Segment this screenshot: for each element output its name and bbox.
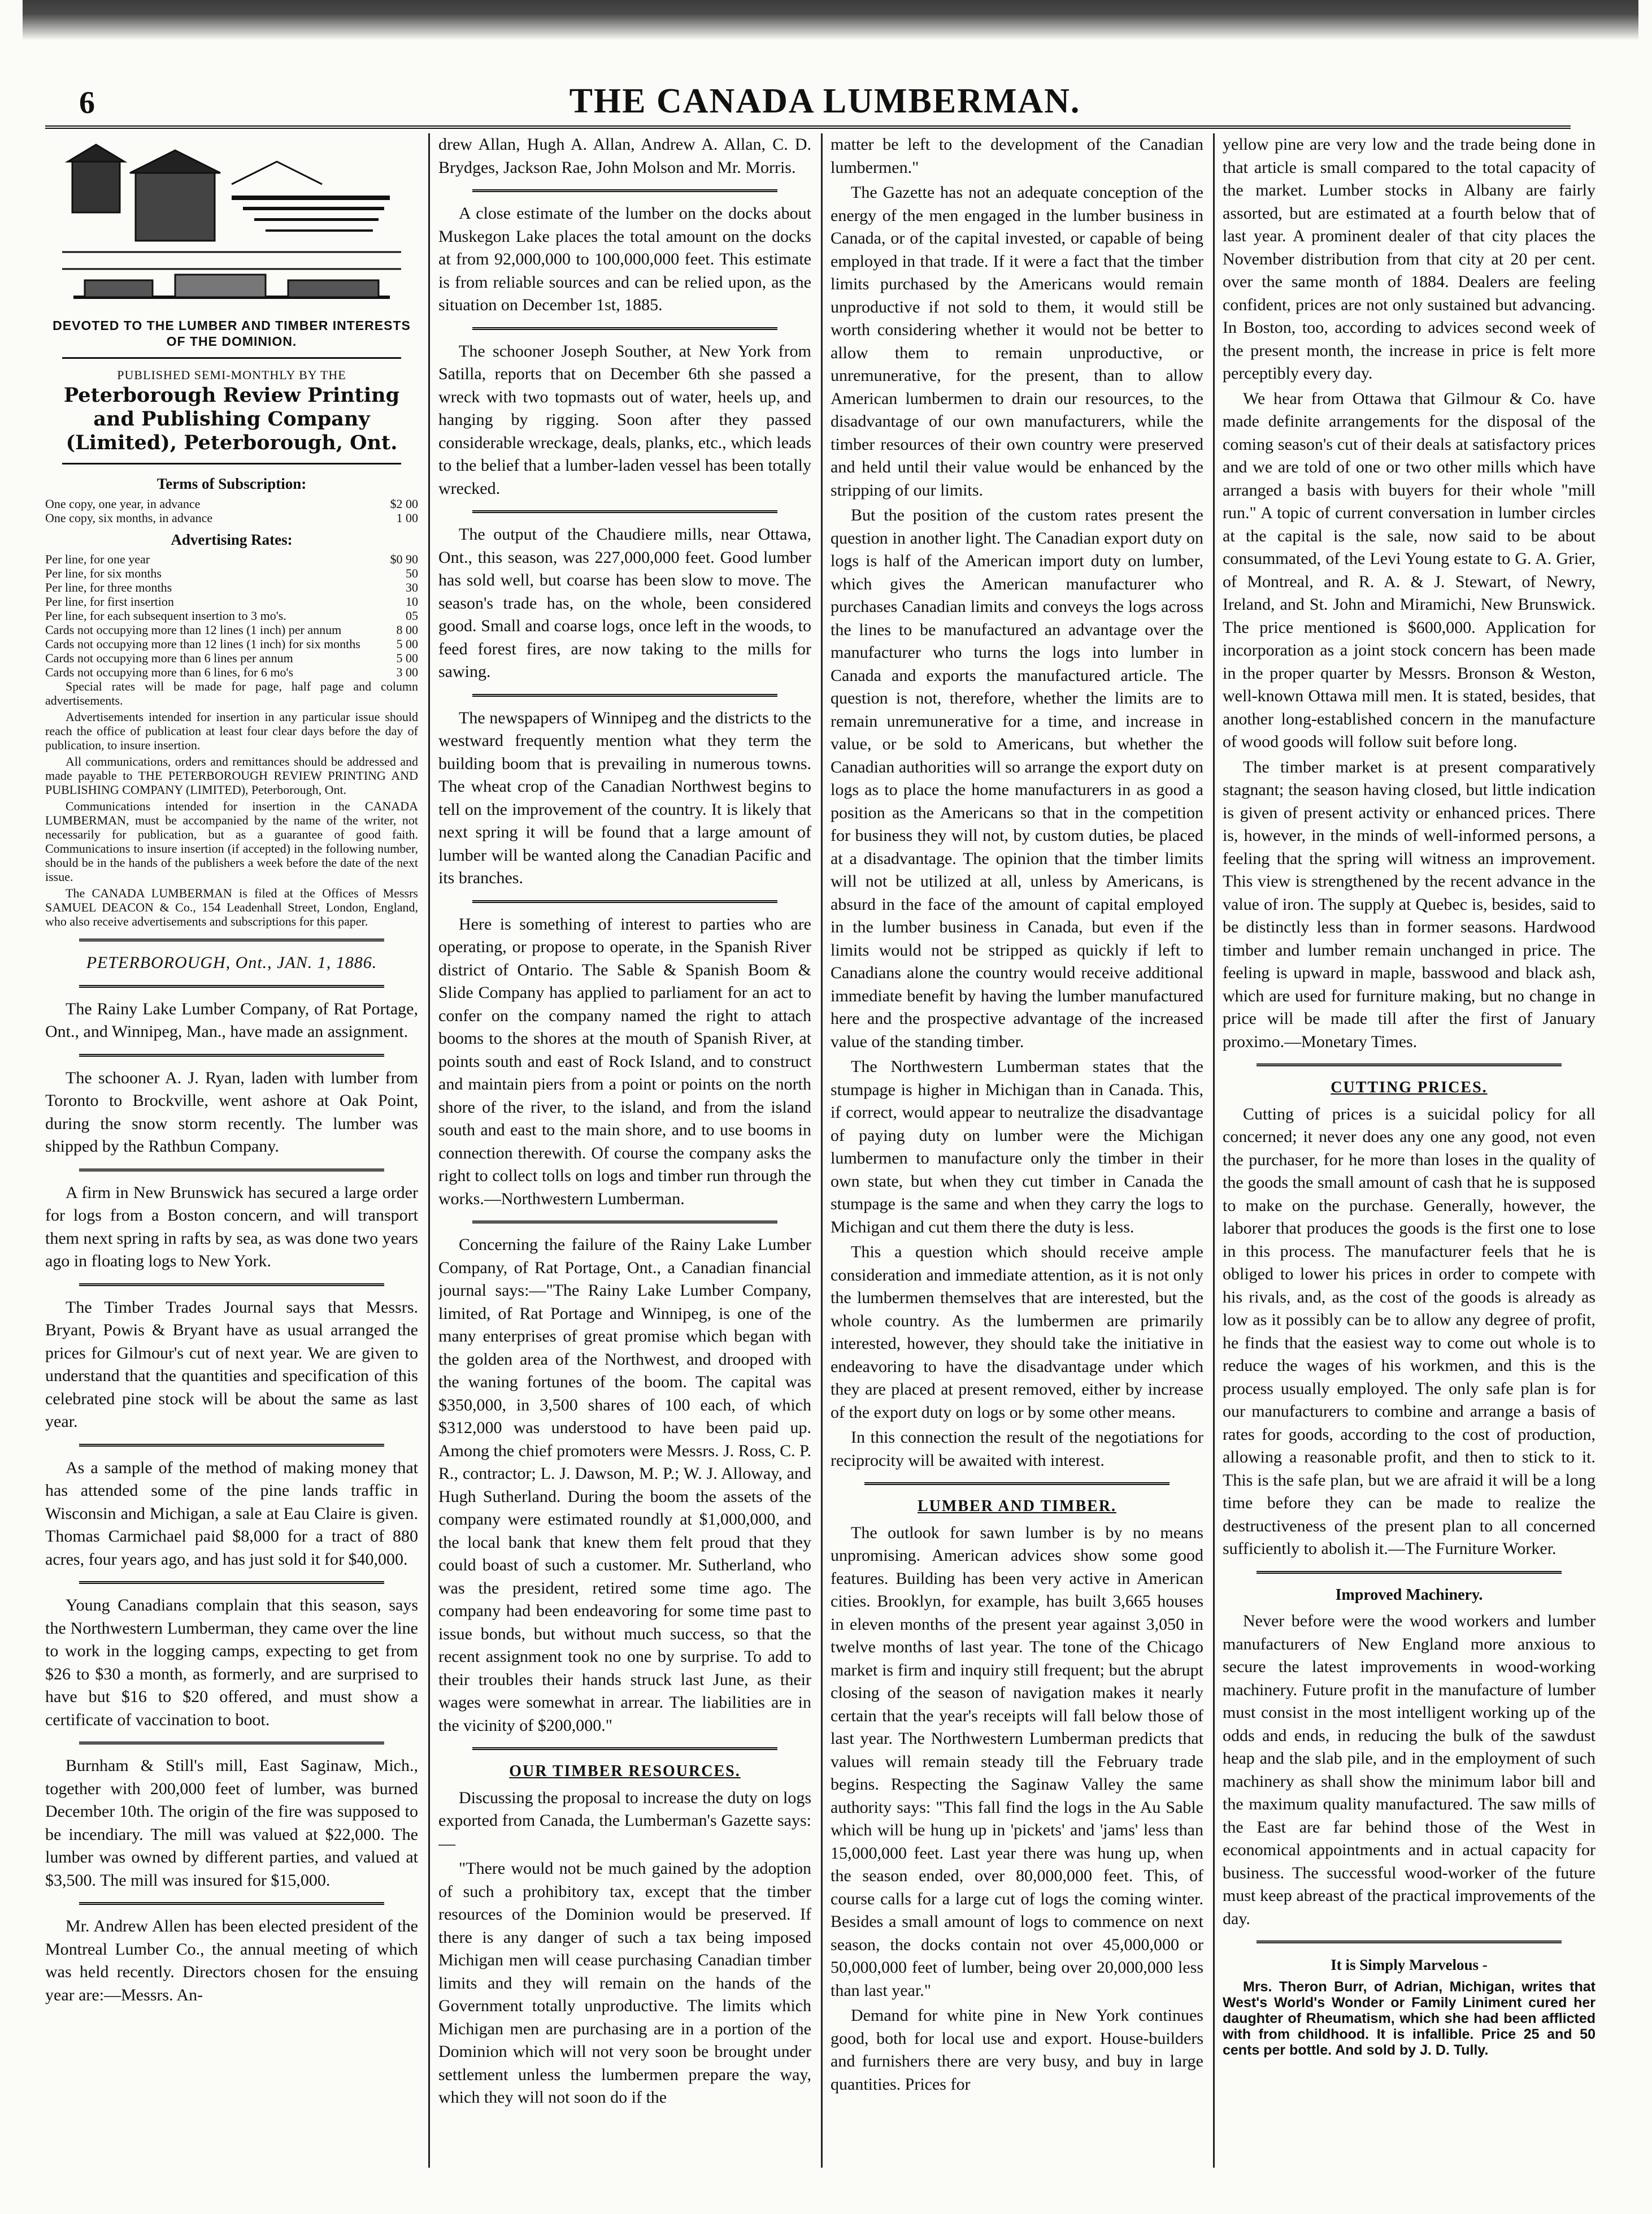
divider [79,1283,384,1286]
divider [472,1747,777,1750]
rate-row: Cards not occupying more than 12 lines (1 inch) per annum 8 00 [45,623,418,637]
column-4 [1223,133,1596,2168]
rate-row: Cards not occupying more than 6 lines per annum 5 00 [45,651,418,665]
article: Burnham & Still's mill, East Saginaw, Mich., together with 200,000 feet of lumber, was burned December 10th. The origin of the fire was supposed to be incendiary. The mill was valued at $22,000. The lumber was owned by different parties, and valued at $3,500. The mill was insured for $15,000. [45,1756,418,1890]
terms-heading: Terms of Subscription: [156,475,307,492]
divider [79,1902,384,1905]
article: The timber market is at present comparatively stagnant; the season having closed, but little indication is given of present activity or enhanced prices. There is, however, in the minds of well-informed persons, a feeling that the spring will witness an improvement. This view is strengthened by the recent advance in the value of iron. The supply at Quebec is, besides, said to be distinctly less than in former seasons. Hardwood timber and lumber remain unchanged in price. The feeling is upward in maple, basswood and black ash, which are used for furniture making, but no change in price will be made till after the first of January proximo.—Monetary Times. [1223,757,1596,1051]
section-heading: Improved Machinery. [1335,1586,1483,1604]
article: Here is something of interest to parties who are operating, or propose to operate, in the Spanish River district of Ontario. The Sable & Spanish Boom & Slide Company has applied to parliament for an act to confer on the company named the right to attach booms to the shores at the mouth of Spanish River, at points south and east of Rock Island, and to construct and maintain piers from a point or points on the north shore of the river, to the island, and from the island south and east to the main shore, and to use booms in connection therewith. Of course the company asks the right to collect tolls on logs and timber run through the works.—Northwestern Lumberman. [438,914,811,1208]
rate-row: Per line, for first insertion 10 [45,594,418,609]
advertisement-text: Mrs. Theron Burr, of Adrian, Michigan, writes that West's World's Wonder or Family Liniment cured her daughter of Rheumatism, which she had been afflicted with from childhood. It is infallible. Price 25 and 50 cents per bottle. And sold by J. D. Tully. [1223,1978,1596,2058]
article: As a sample of the method of making money that has attended some of the pine lands traffic in Wisconsin and Michigan, a sale at Eau Claire is given. Thomas Carmichael paid $8,000 for a tract of 880 acres, four years ago, and has just sold it for $40,000. [45,1458,418,1569]
article: In this connection the result of the negotiations for reciprocity will be awaited with interest. [831,1428,1203,1470]
section-heading: CUTTING PRICES. [1331,1079,1488,1096]
divider [62,357,401,359]
divider [79,1054,384,1057]
article: The Northwestern Lumberman states that the stumpage is higher in Michigan than in Canada. This, if correct, would appear to neutralize the disadvantage of paying duty on lumber were the Michigan lumbermen to manufacture only the timber in their own state, but when they cut timber in Canada the stumpage is the same and when they carry the logs to Michigan and cut them there the duty is less. [831,1057,1203,1236]
devoted-line: DEVOTED TO THE LUMBER AND TIMBER INTERESTS OF THE DOMINION. [53,318,411,349]
rate-row: Per line, for six months 50 [45,566,418,580]
divider [1257,1940,1562,1943]
rate-row: Per line, for three months 30 [45,580,418,594]
divider [79,1581,384,1584]
column-2 [438,133,811,2168]
article: Concerning the failure of the Rainy Lake Lumber Company, of Rat Portage, Ont., a Canadian financial journal says:—"The Rainy Lake Lumber Company, limited, of Rat Portage and Winnipeg, is one of the many enterprises of great promise which began with the golden area of the Northwest, and drooped with the waning fortunes of the boom. The capital was $350,000, in 3,500 shares of 100 each, of which $312,000 was understood to have been paid up. Among the chief promoters were Messrs. J. Ross, C. P. R., contractor; L. J. Dawson, M. P.; W. J. Alloway, and Hugh Sutherland. During the boom the assets of the company were estimated roundly at $1,000,000, and the local bank that knew them felt proud that they could boast of such a customer. Mr. Sutherland, who was the president, retired some time ago. The company had been endeavoring for some time past to issue bonds, but without much success, so that the recent assignment took no one by surprise. To add to their troubles their hands struck last June, as their wages were somewhat in arrear. The liabilities are in the vicinity of $200,000." [438,1235,811,1735]
article: The newspapers of Winnipeg and the districts to the westward frequently mention what they term the building boom that is prevailing in numerous towns. The wheat crop of the Canadian Northwest begins to tell on the improvement of the country. It is likely that next spring it will be found that a large amount of lumber will be wanted along the Canadian Pacific and its branches. [438,708,811,887]
article: The output of the Chaudiere mills, near Ottawa, Ont., this season, was 227,000,000 feet. Good lumber has sold well, but coarse has been slow to move. The season's trade has, on the whole, been considered good. Small and coarse logs, once left in the woods, to feed forest fires, are now taking to the mills for sawing. [438,525,811,681]
divider [79,985,384,988]
divider [79,1742,384,1744]
article: But the position of the custom rates present the question in another light. The Canadian export duty on logs is half of the American import duty on lumber, which gives the American manufacturer who purchases Canadian limits and conveys the logs across the lines to be manufactured an advantage over the manufacturer who turns the logs into lumber in Canada and exports the manufactured article. The question is not, therefore, whether the limits are to remain unremunerative for a time, and increase in value, or be sold to Americans, but whether the Canadian authorities will so arrange the export duty on logs as to place the home manufacturers in as good a position as the Americans so that in the competition for business they will not, by custom duties, be placed at a disadvantage. The opinion that the timber limits will not be utilized at all, unless by Americans, is absurd in the face of the amount of capital employed in the lumber business in Canada, but even if the limits would not be stripped as quickly if left to Canadians alone the country would receive additional immediate benefit by having the lumber manufactured here and the prospective advantage of the increased value of the standing timber. [831,506,1203,1051]
article: A firm in New Brunswick has secured a large order for logs from a Boston concern, and will transport them next spring in rafts by sea, as was done two years ago in floating logs to New York. [45,1183,418,1270]
article: This a question which should receive ample consideration and immediate attention, as it is not only the lumbermen themselves that are interested, but the whole country. As the lumbermen are primarily interested, however, they should take the initiative in endeavoring to have the disadvantage under which they are placed at present removed, either by increase of the export duty on logs or by some other means. [831,1243,1203,1422]
column-3 [831,133,1203,2168]
fine-print: Advertisements intended for insertion in any particular issue should reach the office of publication at least four clear days before the day of publication, to insure insertion. [45,710,418,752]
article: Never before were the wood workers and lumber manufacturers of New England more anxious to secure the latest improvements in wood-working machinery. Future profit in the manufacture of lumber must consist in the most intelligent working up of the odds and ends, in reducing the bulk of the sawdust heap and the slab pile, and in the employment of such machinery as shall show the minimum labor bill and the maximum quality manufactured. The saw mills of the East are far behind those of the West in economical appointments and in actual capacity for business. The successful wood-worker of the future must keep abreast of the practical improvements of the day. [1223,1612,1596,1928]
divider [79,939,384,941]
header-rule [45,125,1571,129]
masthead-illustration [62,139,401,314]
article: The schooner A. J. Ryan, laden with lumber from Toronto to Brockville, went ashore at Oak Point, during the snow storm recently. The lumber was shipped by the Rathbun Company. [45,1068,418,1156]
article: The schooner Joseph Souther, at New York from Satilla, reports that on December 6th she passed a wreck with two topmasts out of water, heels up, and hanging by rigging. Soon after they passed considerable wreckage, deals, planks, etc., which leads to the belief that a lumber-laden vessel has been totally wrecked. [438,341,811,498]
divider [472,1221,777,1223]
advertising-heading: Advertising Rates: [171,531,293,548]
article: The Timber Trades Journal says that Messrs. Bryant, Powis & Bryant have as usual arranged the prices for Gilmour's cut of next year. We are given to understand that the quantities and specification of this celebrated pine stock will be about the same as last year. [45,1297,418,1431]
column-divider [1213,133,1215,2168]
rate-row: One copy, one year, in advance $2 00 [45,496,418,511]
divider [472,900,777,903]
divider [472,327,777,330]
divider [472,510,777,513]
article: Young Canadians complain that this season, says the Northwestern Lumberman, they came over the line to work in the logging camps, expecting to get from $26 to $30 a month, as formerly, and are surprised to have but $16 to $20 offered, and must show a certificate of vaccination to boot. [45,1596,418,1729]
rate-row: Per line, for each subsequent insertion to 3 mo's. 05 [45,609,418,623]
column-1 [45,133,418,2168]
dateline: PETERBOROUGH, Ont., JAN. 1, 1886. [86,953,377,972]
page-header [79,79,1571,124]
lumber-mill-illustration [62,139,401,314]
masthead-title: THE CANADA LUMBERMAN. [569,82,1081,120]
rate-row: Cards not occupying more than 12 lines (1 inch) for six months 5 00 [45,637,418,651]
page-scan-edge [23,0,1638,40]
divider [1257,1571,1562,1574]
fine-print: All communications, orders and remittances should be addressed and made payable to THE PETERBOROUGH REVIEW PRINTING AND PUBLISHING COMPANY (LIMITED), Peterborough, Ont. [45,754,418,797]
article: The Rainy Lake Lumber Company, of Rat Portage, Ont., and Winnipeg, Man., have made an assignment. [45,999,418,1041]
divider [1257,1063,1562,1066]
fine-print: The CANADA LUMBERMAN is filed at the Offices of Messrs SAMUEL DEACON & Co., 154 Leadenhall Street, London, England, who also receive advertisements and subscriptions for this paper. [45,886,418,928]
article: matter be left to the development of the Canadian lumbermen." [831,135,1203,177]
terms-block [45,472,418,928]
article: The Gazette has not an adequate conception of the energy of the men engaged in the lumber business in Canada, or of the capital invested, or capable of being employed in that trade. If it were a fact that the timber limits purchased by the Americans would remain unproductive if not sold to them, it would still be worth considering whether it would not be better to allow them to remain unproductive, or unremunerative, for the present, than to allow American lumbermen to drain our resources, to the disadvantage of our own manufacturers, while the timber resources of their own country were preserved and held until their value would be enhanced by the stripping of our limits. [831,183,1203,500]
article: "There would not be much gained by the adoption of such a prohibitory tax, except that the timber resources of the Dominion would be preserved. If there is any danger of such a tax being imposed Michigan men will cease purchasing Canadian timber limits and they will remain on the hands of the Government totally unproductive. The limits which Michigan men are purchasing are in a portion of the Dominion which will not very soon be brought under settlement unless the lumbermen prepare the way, which they will not soon do if the [438,1859,811,2107]
divider [472,189,777,192]
article: Cutting of prices is a suicidal policy for all concerned; it never does any one any good, not even the purchaser, for he more than loses in the quality of the goods the small amount of cash that he is supposed to make on the purchase. Generally, however, the laborer that produces the goods is the first one to lose in this process. The manufacturer feels that he is obliged to lower his prices in order to compete with his rivals, and, as the cost of the goods is already as low as it possibly can be to allow any degree of profit, he finds that the easiest way to come out whole is to reduce the wages of his workmen, and this is the process usually employed. The only safe plan is for our manufacturers to combine and arrange a basis of rates for goods, according to the cost of production, allowing a reasonable profit, and then to stick to it. This is the safe plan, but we are afraid it will be a long time before they can be made to realize the destructiveness of the present plan to all concerned sufficiently to abolish it.—The Furniture Worker. [1223,1104,1596,1558]
published-line: PUBLISHED SEMI-MONTHLY BY THE [117,368,346,382]
rate-row: One copy, six months, in advance 1 00 [45,510,418,525]
publisher-name: Peterborough Review Printing and Publishing Company (Limited), Peterborough, Ont. [63,384,400,454]
advertisement-heading: It is Simply Marvelous - [1331,1956,1488,1973]
article: Demand for white pine in New York continues good, both for local use and export. House-builders and furnishers there are very busy, and buy in large quantities. Prices for [831,2006,1203,2094]
divider [62,463,401,464]
rate-row: Per line, for one year $0 90 [45,552,418,566]
section-heading: OUR TIMBER RESOURCES. [509,1762,741,1780]
fine-print: Communications intended for insertion in the CANADA LUMBERMAN, must be accompanied by the name of the writer, not necessarily for publication, but as a guarantee of good faith. Communications to insure insertion (if accepted) in the following number, should be in the hands of the publishers a week before the date of the next issue. [45,799,418,884]
article: drew Allan, Hugh A. Allan, Andrew A. Allan, C. D. Brydges, Jackson Rae, John Molson and Mr. Morris. [438,135,811,177]
fine-print: Special rates will be made for page, half page and column advertisements. [45,679,418,707]
column-divider [428,133,430,2168]
page-number: 6 [79,85,95,120]
divider [864,1482,1170,1485]
column-divider [821,133,823,2168]
divider [79,1169,384,1171]
rate-row: Cards not occupying more than 6 lines, for 6 mo's 3 00 [45,665,418,679]
section-heading: LUMBER AND TIMBER. [917,1497,1117,1515]
article: Mr. Andrew Allen has been elected president of the Montreal Lumber Co., the annual meeting of which was held recently. Directors chosen for the ensuing year are:—Messrs. An- [45,1917,418,2004]
article: Discussing the proposal to increase the duty on logs exported from Canada, the Lumberman's Gazette says:— [438,1788,811,1853]
divider [472,694,777,697]
article: We hear from Ottawa that Gilmour & Co. have made definite arrangements for the disposal of the coming season's cut of their deals at satisfactory prices and we are told of one or two other mills which have arranged a basis with buyers for their whole "mill run." A topic of current conversation in lumber circles at the capital is the sale, now said to be about consummated, of the Levi Young estate to G. A. Grier, of Montreal, and R. A. & J. Stewart, of Newry, Ireland, and St. John and Miramichi, New Brunswick. The price mentioned is $600,000. Application for incorporation as a joint stock concern has been made in the proper quarter by Messrs. Bronson & Weston, well-known Ottawa mill men. It is stated, besides, that another long-established concern in the manufacture of wood goods will follow suit before long. [1223,389,1596,751]
article: A close estimate of the lumber on the docks about Muskegon Lake places the total amount on the docks at from 92,000,000 to 100,000,000 feet. This estimate is from reliable sources and can be relied upon, as the situation on December 1st, 1885. [438,204,811,314]
article: The outlook for sawn lumber is by no means unpromising. American advices show some good features. Building has been very active in American cities. Brooklyn, for example, has built 3,665 houses in eleven months of the present year against 3,050 in twelve months of last year. The tone of the Chicago market is firm and inquiry still frequent; but the abrupt closing of the season of navigation makes it nearly certain that the year's receipts will fall below those of last year. The Northwestern Lumberman predicts that values will remain steady till the February trade begins. Respecting the Saginaw Valley the same authority says: "This fall find the logs in the Au Sable which will be hung up in 'pickets' and 'jams' less than 15,000,000 feet. Last year there was hung up, when the season ended, over 80,000,000 feet. This, of course calls for a large cut of logs the coming winter. Besides a small amount of logs to commence on next season, the docks contain not over 45,000,000 or 50,000,000 feet of lumber, being over 20,000,000 less than last year." [831,1523,1203,2000]
divider [79,1444,384,1447]
article: yellow pine are very low and the trade being done in that article is small compared to the total capacity of the market. Lumber stocks in Albany are fairly assorted, but are estimated at a fourth below that of last year. A prominent dealer of that city places the November distribution from that city at 20 per cent. over the same month of 1884. Dealers are feeling confident, prices are not only sustained but advancing. In Boston, too, according to advices second week of the present month, the increase in price is felt more perceptibly every day. [1223,135,1596,383]
